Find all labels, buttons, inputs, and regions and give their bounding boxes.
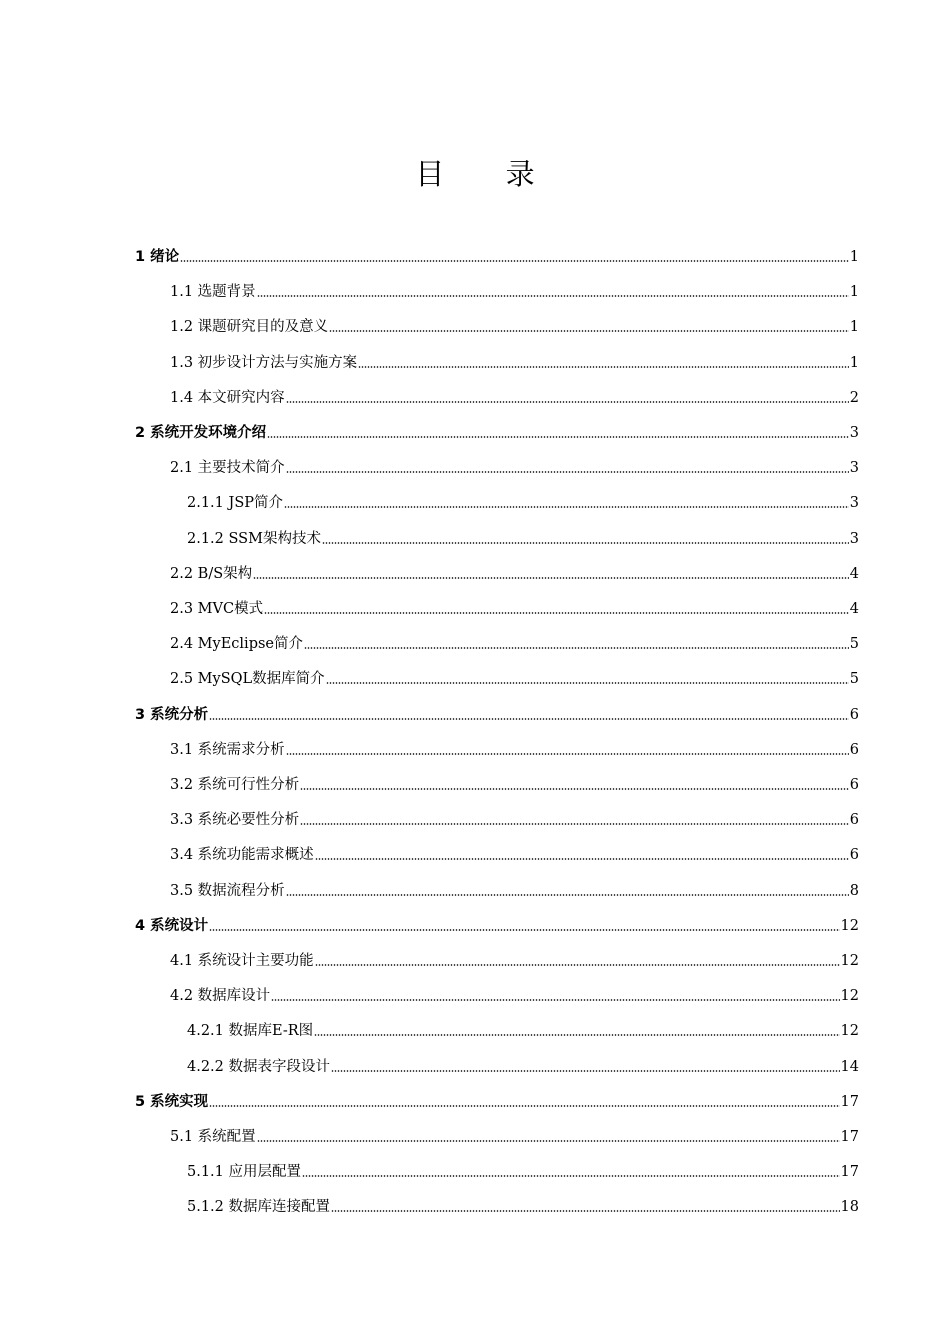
toc-page-number: 6 (849, 741, 859, 758)
toc-entry-label: 5.1.1 应用层配置 (187, 1164, 302, 1181)
toc-entry[interactable] (170, 871, 859, 901)
toc-page-number: 4 (849, 565, 859, 582)
toc-entry[interactable] (187, 519, 859, 549)
toc-dot-leader (257, 1140, 840, 1142)
toc-page-number: 3 (849, 425, 859, 441)
toc-page-number: 1 (849, 319, 859, 336)
toc-entry[interactable] (170, 941, 859, 971)
toc-dot-leader (322, 542, 849, 544)
toc-entry[interactable] (135, 237, 859, 267)
toc-page-number: 6 (849, 847, 859, 864)
toc-dot-leader (264, 612, 849, 614)
toc-entry-label: 1 绪论 (135, 249, 180, 265)
toc-entry[interactable] (170, 589, 859, 619)
toc-page-number: 1 (849, 249, 859, 265)
toc-page-number: 18 (840, 1199, 859, 1216)
toc-page-number: 5 (849, 636, 859, 653)
toc-dot-leader (286, 753, 849, 755)
toc-page-number: 3 (849, 530, 859, 547)
toc-entry[interactable] (187, 1011, 859, 1041)
toc-page-number: 1 (849, 284, 859, 301)
toc-dot-leader (209, 718, 849, 720)
toc-entry[interactable] (135, 906, 859, 936)
toc-dot-leader (271, 999, 839, 1001)
toc-page-number: 5 (849, 671, 859, 688)
toc-entry-label: 2.1.1 JSP简介 (187, 495, 284, 512)
toc-entry-label: 3 系统分析 (135, 706, 209, 723)
toc-dot-leader (329, 330, 849, 332)
toc-entry-label: 4 系统设计 (135, 917, 209, 934)
toc-entry[interactable] (135, 695, 859, 725)
toc-entry[interactable] (170, 378, 859, 408)
toc-page-number: 6 (849, 706, 859, 723)
toc-entry[interactable] (170, 976, 859, 1006)
toc-entry-label: 1.2 课题研究目的及意义 (170, 319, 329, 336)
toc-entry[interactable] (170, 272, 859, 302)
toc-entry-label: 2.1 主要技术简介 (170, 460, 285, 477)
toc-dot-leader (257, 295, 849, 297)
toc-entry[interactable] (170, 307, 859, 337)
toc-entry[interactable] (170, 448, 859, 478)
toc-entry-label: 1.1 选题背景 (170, 284, 256, 301)
toc-entry-label: 1.3 初步设计方法与实施方案 (170, 354, 358, 371)
toc-page-number: 17 (840, 1093, 859, 1110)
toc-dot-leader (209, 929, 839, 931)
toc-page-number: 4 (849, 601, 859, 617)
toc-entry[interactable] (170, 765, 859, 795)
toc-dot-leader (304, 647, 849, 649)
toc-entry[interactable] (187, 1047, 859, 1077)
toc-page-number: 6 (849, 812, 859, 829)
toc-entry-label: 4.1 系统设计主要功能 (170, 953, 314, 969)
toc-dot-leader (331, 1070, 840, 1072)
toc-page-number: 3 (849, 460, 859, 477)
toc-entry[interactable] (187, 483, 859, 513)
toc-dot-leader (284, 506, 849, 508)
toc-dot-leader (286, 401, 849, 403)
toc-entry-label: 3.4 系统功能需求概述 (170, 847, 314, 864)
toc-dot-leader (300, 788, 849, 790)
toc-entry[interactable] (187, 1152, 859, 1182)
toc-page-number: 8 (849, 882, 859, 899)
toc-page-number: 3 (849, 495, 859, 512)
toc-entry-label: 1.4 本文研究内容 (170, 389, 285, 406)
toc-entry-label: 3.3 系统必要性分析 (170, 812, 300, 829)
toc-page-number: 12 (840, 1023, 859, 1040)
toc-page-number: 2 (849, 389, 859, 406)
toc-dot-leader (286, 894, 849, 896)
toc-page-number: 6 (849, 777, 859, 793)
toc-page-number: 17 (840, 1129, 859, 1145)
toc-dot-leader (180, 260, 849, 262)
toc-dot-leader (302, 1175, 840, 1177)
toc-dot-leader (300, 823, 849, 825)
toc-entry-label: 2 系统开发环境介绍 (135, 425, 267, 441)
toc-entry-label: 4.2.1 数据库E-R图 (187, 1023, 314, 1040)
toc-entry-label: 5.1 系统配置 (170, 1129, 256, 1145)
toc-entry[interactable] (170, 343, 859, 373)
toc-entry[interactable] (170, 835, 859, 865)
toc-dot-leader (253, 577, 849, 579)
toc-entry-label: 3.2 系统可行性分析 (170, 777, 300, 793)
toc-entry[interactable] (170, 1117, 859, 1147)
toc-entry[interactable] (170, 624, 859, 654)
toc-entry-label: 2.3 MVC模式 (170, 601, 264, 617)
toc-dot-leader (209, 1105, 839, 1107)
toc-entry[interactable] (135, 1082, 859, 1112)
toc-page-number: 12 (840, 988, 859, 1005)
toc-entry[interactable] (187, 1187, 859, 1217)
toc-entry-label: 2.4 MyEclipse简介 (170, 636, 303, 653)
toc-page-number: 14 (840, 1058, 859, 1075)
toc-page-number: 12 (840, 917, 859, 934)
toc-entry[interactable] (170, 800, 859, 830)
toc-entry-label: 3.1 系统需求分析 (170, 741, 285, 758)
toc-entry-label: 4.2.2 数据表字段设计 (187, 1058, 331, 1075)
toc-entry[interactable] (170, 730, 859, 760)
toc-entry-label: 5.1.2 数据库连接配置 (187, 1199, 331, 1216)
toc-dot-leader (331, 1210, 840, 1212)
toc-entry-label: 2.5 MySQL数据库简介 (170, 671, 325, 688)
page-title: 目 录 (415, 157, 561, 191)
toc-entry-label: 2.2 B/S架构 (170, 565, 253, 582)
toc-entry-label: 3.5 数据流程分析 (170, 882, 285, 899)
toc-page-number: 1 (849, 354, 859, 371)
toc-entry[interactable] (170, 554, 859, 584)
toc-dot-leader (267, 436, 849, 438)
toc-dot-leader (314, 1034, 839, 1036)
toc-entry[interactable] (170, 659, 859, 689)
toc-dot-leader (286, 471, 849, 473)
toc-entry-label: 5 系统实现 (135, 1093, 209, 1110)
toc-entry-label: 4.2 数据库设计 (170, 988, 271, 1005)
toc-dot-leader (358, 366, 849, 368)
toc-dot-leader (326, 682, 849, 684)
toc-page-number: 17 (840, 1164, 859, 1181)
toc-entry[interactable] (135, 413, 859, 443)
toc-dot-leader (315, 964, 840, 966)
toc-page-number: 12 (840, 953, 859, 969)
toc-entry-label: 2.1.2 SSM架构技术 (187, 530, 321, 547)
toc-dot-leader (315, 858, 849, 860)
